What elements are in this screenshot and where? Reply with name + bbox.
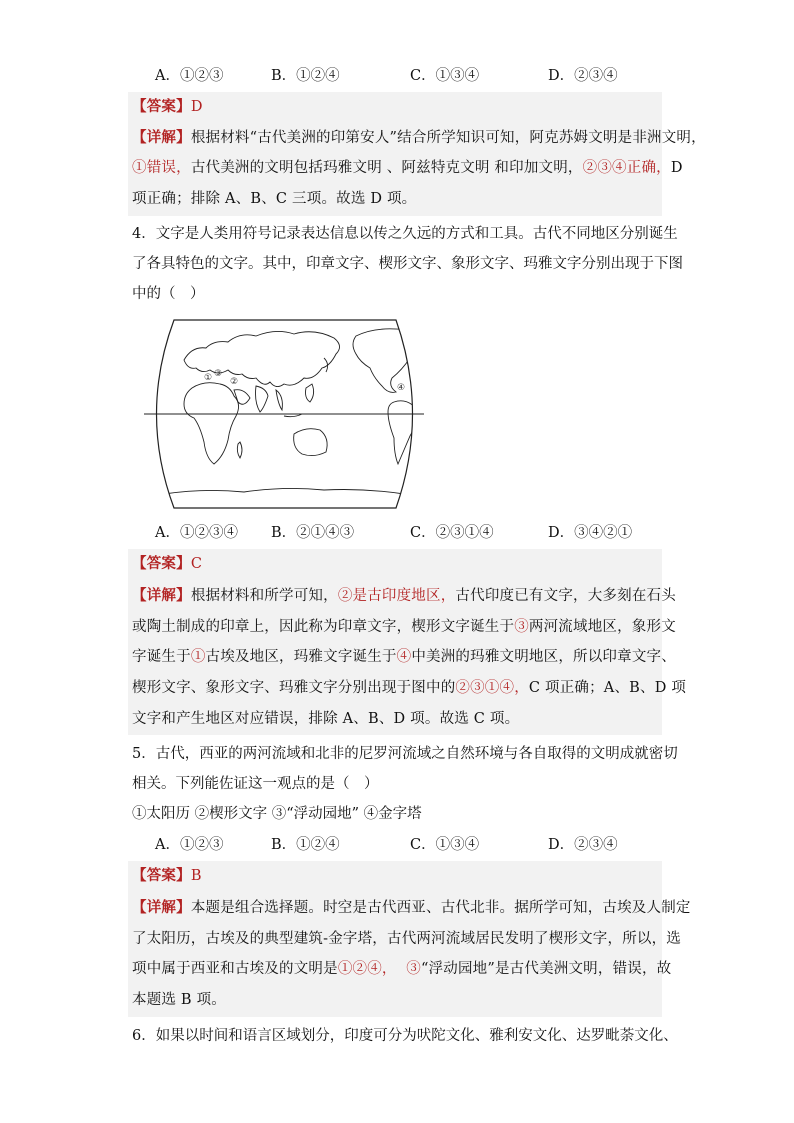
q5-stem-line1: 5．古代，西亚的两河流域和北非的尼罗河流域之自然环境与各自取得的文明成就密切 — [132, 746, 678, 762]
q4-option-b: B．②①④③ — [271, 525, 355, 541]
q5-detail-line3: 项中属于西亚和古埃及的文明是①②④， ③“浮动园地”是古代美洲文明，错误，故 — [132, 961, 672, 977]
q5-options — [155, 835, 675, 855]
q5-detail-line1: 【详解】本题是组合选择题。时空是古代西亚、古代北非。据所学可知，古埃及人制定 — [132, 899, 691, 916]
q5-items: ①太阳历 ②楔形文字 ③“浮动园地” ④金字塔 — [132, 806, 422, 822]
q4-option-a: A．①②③④ — [155, 525, 238, 541]
q4-options — [155, 523, 675, 543]
world-map — [144, 318, 424, 510]
q4-detail-line4: 楔形文字、象形文字、玛雅文字分别出现于图中的②③①④，C 项正确；A、B、D 项 — [132, 680, 687, 696]
q4-detail-line1: 【详解】根据材料和所学可知，②是古印度地区，古代印度已有文字，大多刻在石头 — [132, 587, 676, 604]
q6-stem-line1: 6．如果以时间和语言区域划分，印度可分为吠陀文化、雅利安文化、达罗毗荼文化、 — [132, 1028, 678, 1044]
q4-option-c: C．②③①④ — [410, 525, 494, 541]
q4-stem-line3: 中的（ ） — [132, 286, 205, 302]
q3-option-c: C．①③④ — [410, 68, 480, 84]
q5-option-d: D．②③④ — [548, 837, 618, 853]
q4-answer-box — [128, 549, 662, 735]
q3-detail-line3: 项正确；排除 A、B、C 三项。故选 D 项。 — [132, 191, 417, 207]
q4-detail-line2: 或陶土制成的印章上，因此称为印章文字，楔形文字诞生于③两河流域地区，象形文 — [132, 619, 676, 635]
q4-option-d: D．③④②① — [548, 525, 633, 541]
q5-stem-line2: 相关。下列能佐证这一观点的是（ ） — [132, 776, 379, 792]
map-label-1: ① — [204, 373, 213, 383]
q5-detail-line2: 了太阳历，古埃及的典型建筑-金字塔，古代两河流域居民发明了楔形文字，所以，选 — [132, 931, 681, 947]
q4-answer: 【答案】C — [132, 555, 203, 572]
q3-option-b: B．①②④ — [271, 68, 340, 84]
q4-detail-line5: 文字和产生地区对应错误，排除 A、B、D 项。故选 C 项。 — [132, 711, 520, 727]
q3-option-a: A．①②③ — [155, 68, 224, 84]
q5-detail-line4: 本题选 B 项。 — [132, 992, 226, 1008]
q3-answer: 【答案】D — [132, 98, 203, 115]
q5-option-b: B．①②④ — [271, 837, 340, 853]
q4-detail-line3: 字诞生于①古埃及地区，玛雅文字诞生于④中美洲的玛雅文明地区，所以印章文字、 — [132, 649, 676, 665]
q3-option-d: D．②③④ — [548, 68, 618, 84]
q3-detail-line2: ①错误，古代美洲的文明包括玛雅文明 、阿兹特克文明 和印加文明，②③④正确，D — [132, 160, 683, 176]
q5-option-c: C．①③④ — [410, 837, 480, 853]
q5-answer: 【答案】B — [132, 867, 202, 884]
map-label-3: ③ — [214, 369, 223, 379]
map-label-4: ④ — [397, 383, 406, 393]
q4-stem-line2: 了各具特色的文字。其中，印章文字、楔形文字、象形文字、玛雅文字分别出现于下图 — [132, 256, 683, 272]
map-label-2: ② — [230, 377, 239, 387]
q5-option-a: A．①②③ — [155, 837, 224, 853]
q3-options — [155, 66, 675, 86]
q3-detail-line1: 【详解】根据材料“古代美洲的印第安人”结合所学知识可知，阿克苏姆文明是非洲文明， — [132, 129, 706, 146]
q4-stem-line1: 4．文字是人类用符号记录表达信息以传之久远的方式和工具。古代不同地区分别诞生 — [132, 226, 678, 242]
